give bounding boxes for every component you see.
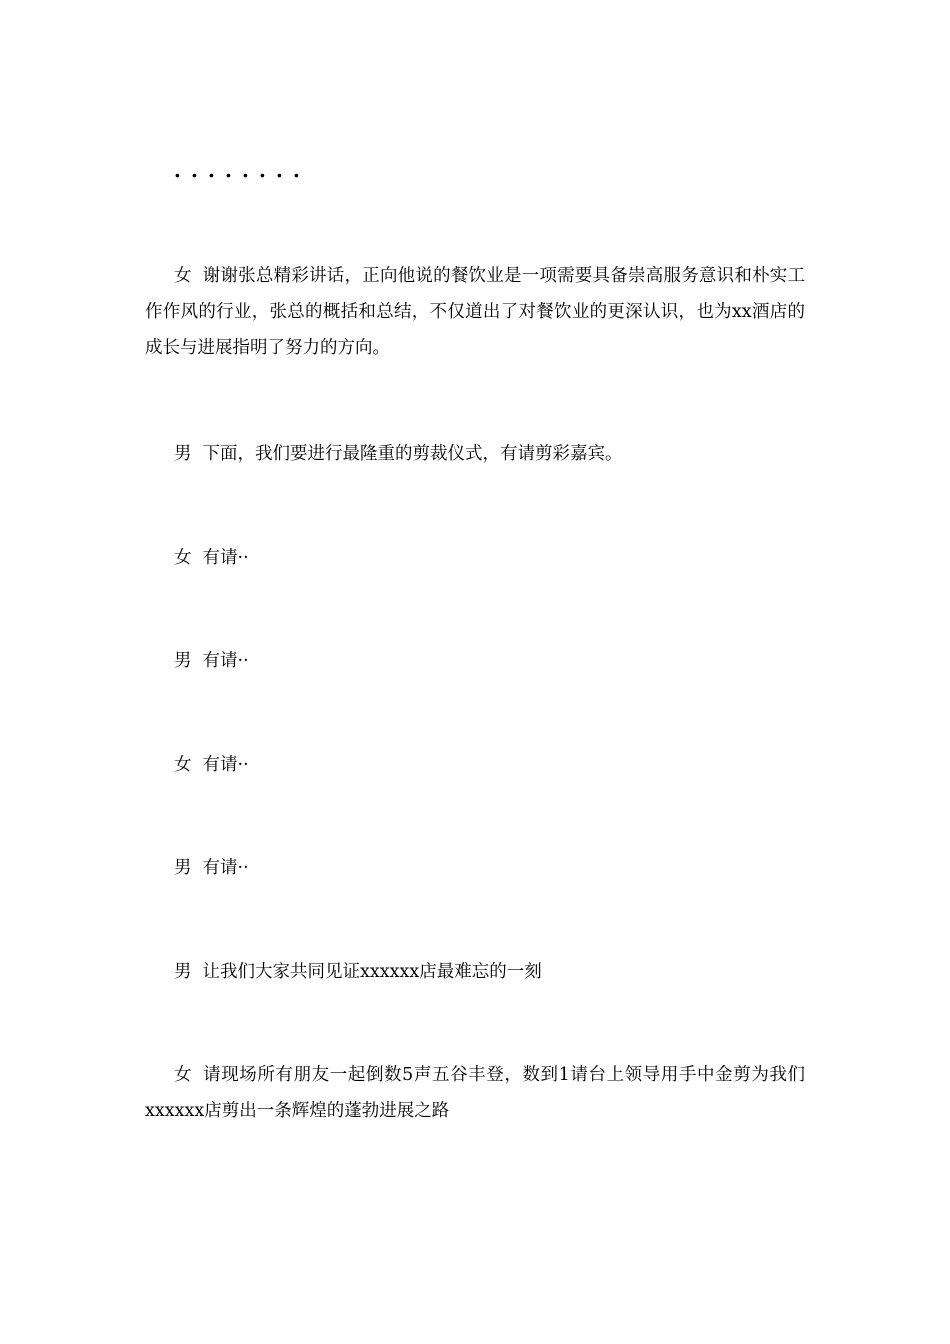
paragraph bbox=[145, 643, 805, 679]
paragraph bbox=[145, 258, 805, 366]
speaker-label: 女 bbox=[174, 548, 192, 568]
ellipsis-line: ．．．．．．．． bbox=[174, 157, 322, 183]
speaker-label: 男 bbox=[174, 651, 192, 671]
paragraph bbox=[145, 747, 805, 783]
paragraph-text: 下面，我们要进行最隆重的剪裁仪式，有请剪彩嘉宾。 bbox=[202, 444, 623, 464]
paragraph-text: 有请·· bbox=[202, 858, 249, 878]
speaker-label: 女 bbox=[174, 755, 192, 775]
paragraph bbox=[145, 850, 805, 886]
paragraph-text: 有请·· bbox=[202, 548, 249, 568]
paragraph bbox=[145, 540, 805, 576]
paragraph-text: 请现场所有朋友一起倒数5声五谷丰登，数到1请台上领导用手中金剪为我们xxxxxx店剪出一条辉煌的蓬勃进展之路 bbox=[145, 1065, 806, 1121]
speaker-label: 男 bbox=[174, 444, 192, 464]
paragraph-text: 让我们大家共同见证xxxxxx店最难忘的一刻 bbox=[202, 962, 542, 982]
paragraph-text: 有请·· bbox=[202, 755, 249, 775]
speaker-label: 女 bbox=[174, 266, 192, 286]
paragraph-text: 谢谢张总精彩讲话，正向他说的餐饮业是一项需要具备崇高服务意识和朴实工作作风的行业，张总的概括和总结，不仅道出了对餐饮业的更深认识，也为xx酒店的成长与进展指明了努力的方向。 bbox=[145, 266, 806, 358]
paragraph bbox=[145, 436, 805, 472]
speaker-label: 女 bbox=[174, 1065, 193, 1085]
paragraph-text: 有请·· bbox=[202, 651, 249, 671]
paragraph bbox=[145, 954, 805, 990]
speaker-label: 男 bbox=[174, 962, 192, 982]
speaker-label: 男 bbox=[174, 858, 192, 878]
paragraph bbox=[145, 1057, 805, 1129]
